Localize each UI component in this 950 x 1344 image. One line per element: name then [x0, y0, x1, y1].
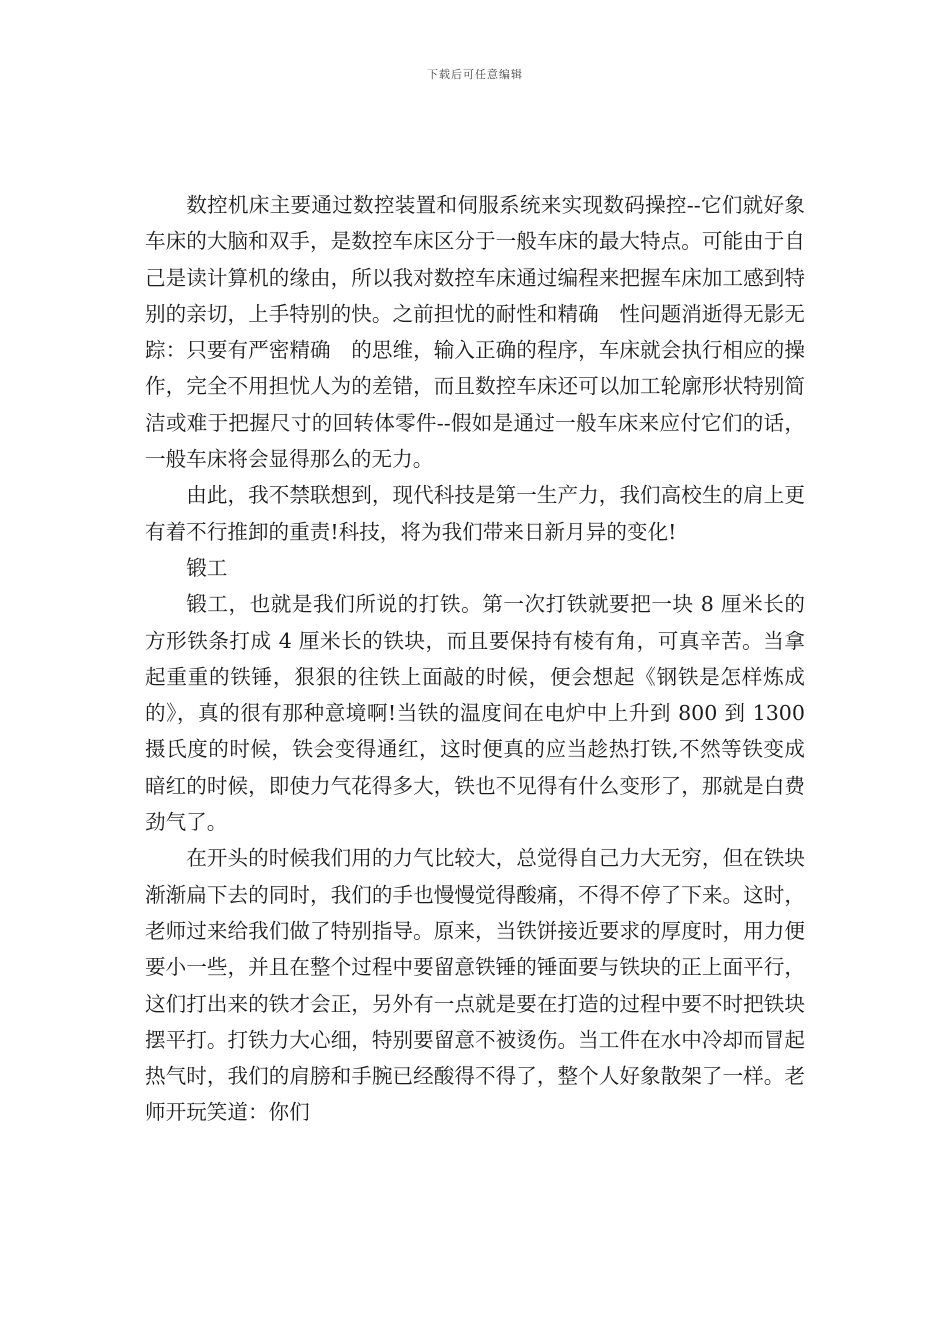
- paragraph-forging-intro: 锻工，也就是我们所说的打铁。第一次打铁就要把一块 8 厘米长的方形铁条打成 4 厘米长的铁块，而且要保持有棱有角，可真辛苦。当拿起重重的铁锤，狠狠的往铁上面敲的时候，便会想起《钢铁是怎样炼成的》，真的很有那种意境啊!当铁的温度间在电炉中上升到 800 到 1300 摄氏度的时候，铁会变得通红，这时便真的应当趁热打铁,不然等铁变成暗红的时候，即使力气花得多大，铁也不见得有什么变形了，那就是白费劲气了。: [145, 592, 805, 835]
- section-heading-forging: 锻工: [186, 555, 228, 580]
- paragraph-forging-practice: 在开头的时候我们用的力气比较大，总觉得自己力大无穷，但在铁块渐渐扁下去的同时，我们的手也慢慢觉得酸痛，不得不停了下来。这时，老师过来给我们做了特别指导。原来，当铁饼接近要求的厚度时，用力便要小一些，并且在整个过程中要留意铁锤的锤面要与铁块的正上面平行，这们打出来的铁才会正，另外有一点就是要在打造的过程中要不时把铁块摆平打。打铁力大心细，特别要留意不被烫伤。当工件在水中冷却而冒起热气时，我们的肩膀和手腕已经酸得不得了，整个人好象散架了一样。老师开玩笑道：你们: [145, 846, 805, 1125]
- page-header: 下载后可任意编辑: [427, 68, 523, 81]
- paragraph-cnc-lathe: 数控机床主要通过数控装置和伺服系统来实现数码操控--它们就好象车床的大脑和双手，是数控车床区分于一般车床的最大特点。可能由于自己是读计算机的缘由，所以我对数控车床通过编程来把握车床加工感到特别的亲切，上手特别的快。之前担忧的耐性和精确 性问题消逝得无影无踪：只要有严密精确 的思维，输入正确的程序，车床就会执行相应的操作，完全不用担忧人为的差错，而且数控车床还可以加工轮廓形状特别简洁或难于把握尺寸的回转体零件--假如是通过一般车床来应付它们的话，一般车床将会显得那么的无力。: [145, 193, 805, 472]
- document-body: [145, 187, 805, 1131]
- paragraph-technology: 由此，我不禁联想到，现代科技是第一生产力，我们高校生的肩上更有着不行推卸的重责!科技，将为我们带来日新月异的变化!: [145, 483, 805, 544]
